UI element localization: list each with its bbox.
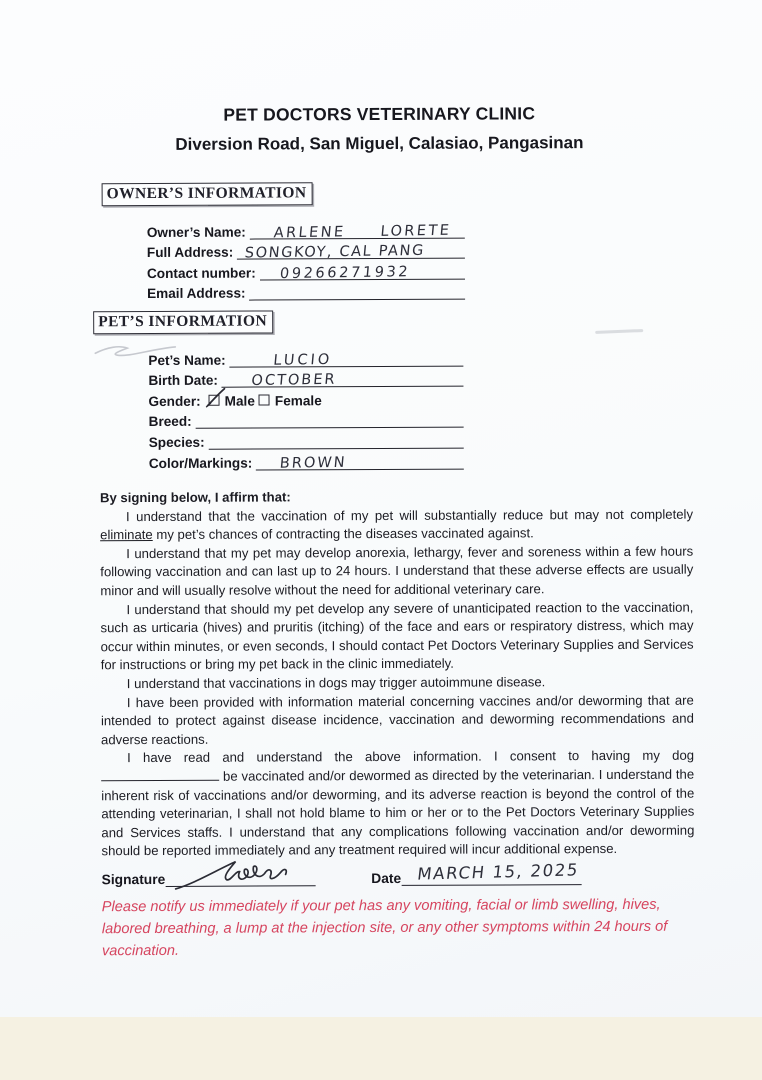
birth-date-line	[222, 365, 464, 388]
consent-pre: I have read and understand the above information. I consent to having my dog	[127, 747, 695, 766]
affirmation-paragraph-2: I understand that my pet may develop anorexia, lethargy, fever and soreness within a few hours following vaccination and can last up to 24 hours. I understand that these adverse effects are usually minor and will usually resolve without the need for additional veterinary care.	[100, 543, 694, 599]
clinic-address: Diversion Road, San Miguel, Calasiao, Pangasinan	[175, 133, 584, 154]
birth-date-value: OCTOBER	[251, 371, 338, 390]
female-checkbox	[259, 394, 270, 405]
affirmation-text-block	[100, 487, 695, 861]
email-address-label: Email Address:	[147, 285, 246, 302]
affirmation-heading: By signing below, I affirm that:	[99, 489, 291, 506]
paragraph-1-post: my pet’s chances of contracting the diseases vaccinated against.	[156, 525, 534, 543]
owner-name-label: Owner’s Name:	[146, 224, 246, 240]
full-address-label: Full Address:	[146, 244, 234, 261]
owner-section-heading: OWNER’S INFORMATION	[102, 182, 313, 206]
clinic-header	[0, 102, 760, 155]
full-address-line	[237, 237, 465, 260]
color-markings-line	[256, 448, 464, 470]
pet-name-row	[148, 346, 463, 368]
gender-row	[148, 387, 463, 409]
signature-label: Signature	[101, 871, 166, 888]
owner-name-value: ARLENE LORETE	[272, 222, 452, 241]
full-address-value: SONGKOY, CAL PANG	[244, 243, 426, 262]
affirmation-paragraph-5: I have been provided with information material concerning vaccines and/or deworming that are intended to protect against disease incidence, vaccination and deworming recommendations and adverse reactions.	[100, 692, 694, 747]
color-markings-label: Color/Markings:	[148, 455, 253, 471]
affirmation-paragraph-4: I understand that vaccinations in dogs may trigger autoimmune disease.	[126, 674, 546, 692]
pet-name-label: Pet’s Name:	[148, 352, 226, 368]
date-value: MARCH 15, 2025	[415, 860, 580, 884]
pencil-smudge	[93, 339, 177, 361]
scan-smudge	[595, 329, 643, 334]
birth-date-row	[148, 366, 463, 388]
female-option-label: Female	[274, 393, 322, 409]
pet-information-section	[93, 310, 464, 471]
paragraph-1-underlined-word: eliminate	[100, 527, 153, 543]
contact-number-label: Contact number:	[146, 265, 256, 281]
signature-line	[165, 847, 315, 887]
scanner-bed-strip	[0, 1017, 762, 1080]
owner-name-line	[250, 217, 465, 240]
pet-name-value: LUCIO	[272, 351, 334, 369]
email-address-line	[249, 278, 465, 301]
color-markings-value: BROWN	[279, 454, 348, 472]
check-mark-icon	[207, 387, 227, 407]
species-row	[149, 428, 464, 450]
affirmation-paragraph-1	[100, 505, 693, 545]
species-line	[209, 427, 464, 450]
gender-label: Gender:	[148, 393, 201, 409]
male-option-label: Male	[224, 393, 255, 409]
contact-number-row	[147, 259, 465, 281]
consent-paragraph	[101, 747, 694, 861]
male-checkbox	[209, 394, 220, 405]
contact-number-value: 09266271932	[278, 263, 411, 282]
owner-information-section	[102, 182, 466, 302]
breed-line	[196, 406, 464, 429]
consent-post: be vaccinated and/or dewormed as directed by the veterinarian. I understand the inherent risk of vaccinations and/or deworming, and its adverse reaction is beyond the control of the attending veterinarian, I shall not hold blame to him or her or to the Pet Doctors Veterinary Supplies and Services staffs. I understand that any complications following vaccination and/or deworming should be reported immediately and any treatment required will incur additional expense.	[101, 766, 695, 859]
date-label: Date	[371, 870, 402, 887]
birth-date-label: Birth Date:	[148, 372, 218, 389]
footer-notice: Please notify us immediately if your pet has any vomiting, facial or limb swelling, hives, labored breathing, a lump at the injection site, or any other symptoms within 24 hours of vaccination.	[101, 896, 668, 959]
contact-number-line	[260, 258, 465, 280]
handwritten-signature	[173, 850, 303, 893]
pet-fields	[148, 346, 464, 471]
species-label: Species:	[148, 434, 205, 450]
pet-name-line	[230, 345, 464, 368]
dog-name-blank-line	[101, 777, 219, 782]
breed-label: Breed:	[148, 414, 192, 430]
breed-row	[149, 407, 464, 429]
email-address-row	[147, 279, 465, 301]
pet-section-heading: PET’S INFORMATION	[93, 310, 273, 334]
clinic-name: PET DOCTORS VETERINARY CLINIC	[223, 103, 536, 125]
date-line	[401, 846, 581, 886]
color-markings-row	[149, 449, 464, 471]
owner-fields	[147, 218, 465, 302]
paragraph-1-pre: I understand that the vaccination of my pet will substantially reduce but may not completely	[125, 506, 694, 524]
owner-name-row	[147, 218, 465, 240]
signature-date-row	[101, 847, 581, 887]
full-address-row	[147, 238, 465, 260]
affirmation-paragraph-3: I understand that should my pet develop any severe of unanticipated reaction to the vaccination, such as urticaria (hives) and pruritis (itching) of the face and ears or respiratory distress, which may occur within minutes, or even seconds, I should contact Pet Doctors Veterinary Supplies and Services for instructions or bring my pet back in the clinic immediately.	[100, 599, 694, 673]
